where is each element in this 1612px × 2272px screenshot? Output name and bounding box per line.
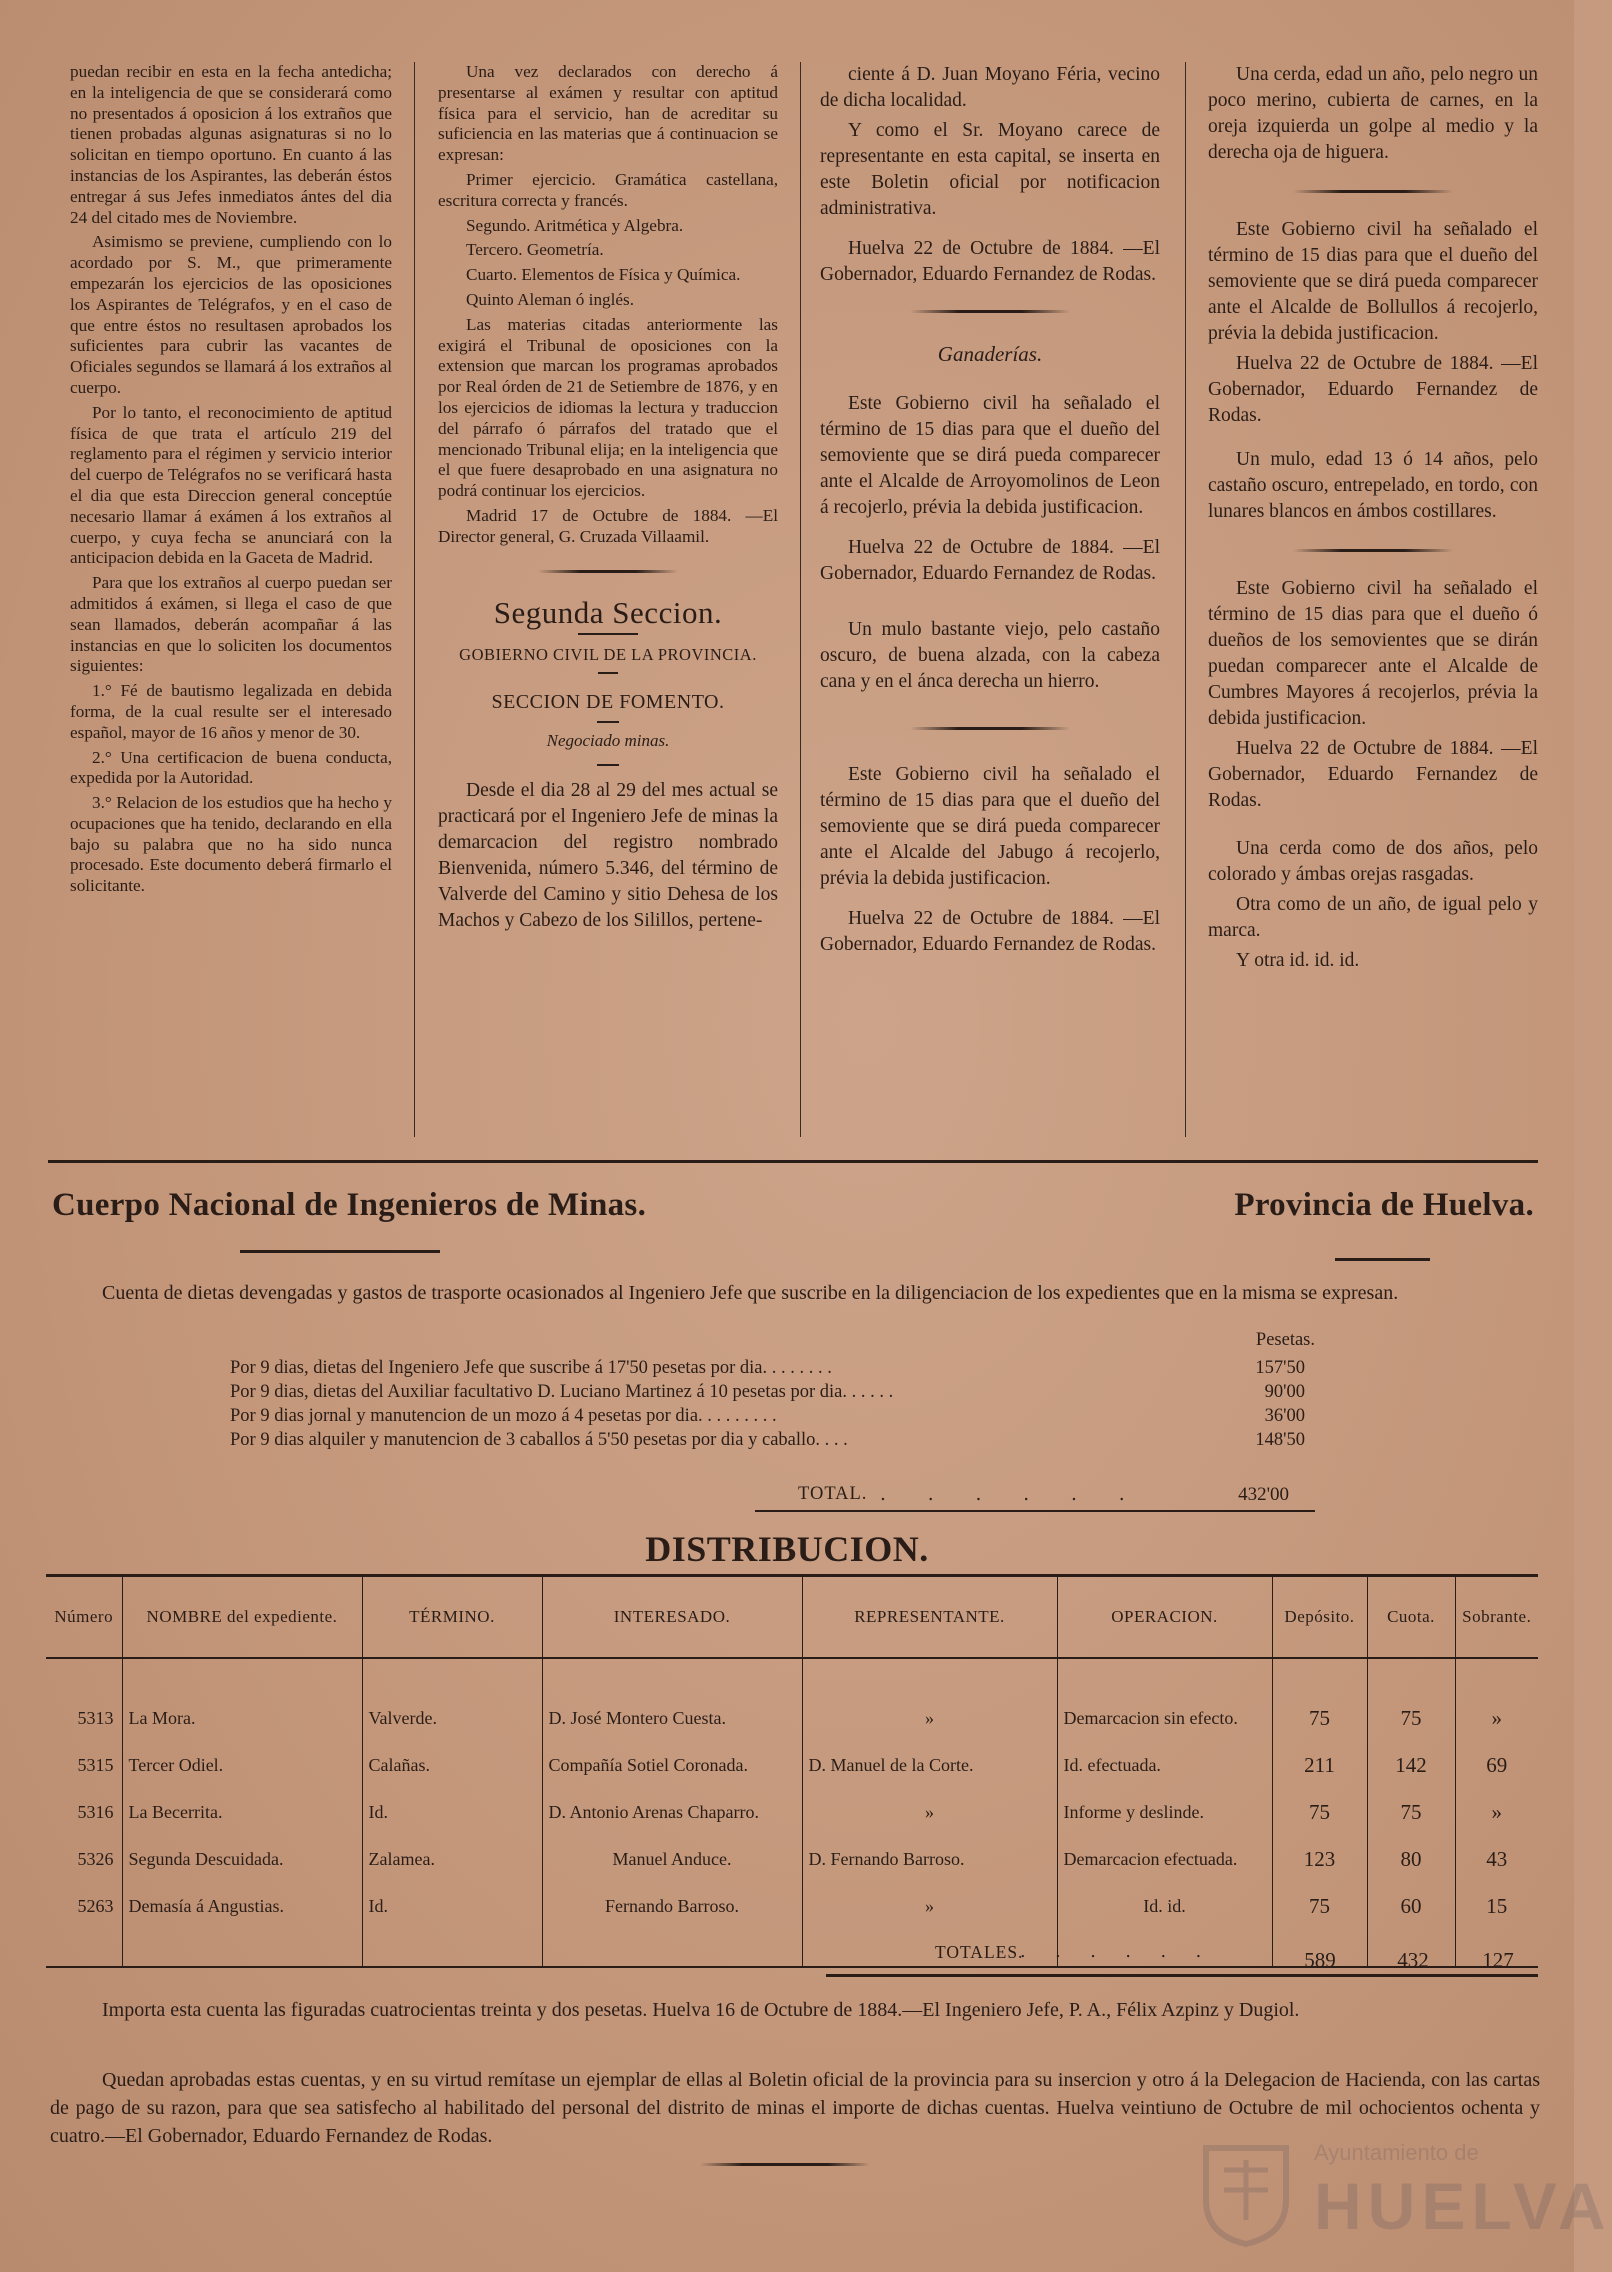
paragraph: Y otra id. id. id. bbox=[1236, 950, 1360, 971]
signature-paragraph: Huelva 22 de Octubre de 1884. —El Gobernador, Eduardo Fernandez de Rodas. bbox=[820, 238, 1160, 285]
table-row bbox=[46, 1789, 1538, 1836]
total-deposito: 589 bbox=[1304, 1948, 1336, 1972]
cell-numero: 5326 bbox=[77, 1849, 114, 1869]
signature-paragraph: Huelva 22 de Octubre de 1884. —El Gobernador, Eduardo Fernandez de Rodas. bbox=[820, 908, 1160, 955]
closing-paragraph: Importa esta cuenta las figuradas cuatrocientas treinta y dos pesetas. Huelva 16 de Octubre de 1884.—El Ingeniero Jefe, P. A., Félix Azpinz y Dugiol. bbox=[102, 1999, 1300, 2021]
cell-interesado: Manuel Anduce. bbox=[542, 1836, 802, 1883]
list-item: 2.° Una certificacion de buena conducta, expedida por la Autoridad. bbox=[70, 747, 392, 788]
ornament-line bbox=[240, 1250, 440, 1253]
paragraph: puedan recibir en esta en la fecha antedicha; en la inteligencia de que se considerará como no presentados á oposicion á los extraños que tienen probadas algunas asignaturas si no lo solicitan en tiempo oportuno. En cuanto á las instancias de los Aspirantes, las deberán éstos entregar á sus Jefes inmediatos ántes del dia 24 del citado mes de Noviembre. bbox=[70, 62, 392, 227]
signature-paragraph: Huelva 22 de Octubre de 1884. —El Gobernador, Eduardo Fernandez de Rodas. bbox=[1208, 353, 1538, 426]
cost-value: 90'00 bbox=[1264, 1382, 1305, 1402]
column-divider bbox=[800, 62, 801, 1137]
table-header-row bbox=[46, 1576, 1538, 1659]
subject-item: Segundo. Aritmética y Algebra. bbox=[466, 215, 684, 235]
cell-interesado: Compañía Sotiel Coronada. bbox=[542, 1742, 802, 1789]
total-cuota: 432 bbox=[1397, 1948, 1429, 1972]
cell-deposito: 123 bbox=[1272, 1836, 1367, 1883]
column-header: REPRESENTANTE. bbox=[802, 1576, 1057, 1659]
cell-sobrante: » bbox=[1455, 1695, 1538, 1742]
cell-nombre: Segunda Descuidada. bbox=[122, 1836, 362, 1883]
paragraph: Por lo tanto, el reconocimiento de aptitud física de que trata el artículo 219 del reglamento para el régimen y servicio interior del cuerpo de Telégrafos no se verificará hasta el dia que esta Direccion general conceptúe necesario llamar á exámen á los extraños al cuerpo, y cuya fecha se anunciará con la anticipacion debida en la Gaceta de Madrid. bbox=[70, 402, 392, 568]
table-spacer bbox=[46, 1658, 1538, 1695]
cell-deposito: 75 bbox=[1272, 1789, 1367, 1836]
cell-termino: Calañas. bbox=[362, 1742, 542, 1789]
cell-operacion: Informe y deslinde. bbox=[1057, 1789, 1272, 1836]
cell-sobrante: 69 bbox=[1455, 1742, 1538, 1789]
account-intro: Cuenta de dietas devengadas y gastos de trasporte ocasionados al Ingeniero Jefe que suscribe en la diligenciacion de los expedientes que en la misma se expresan. bbox=[102, 1282, 1399, 1304]
currency-header: Pesetas. bbox=[1255, 1330, 1315, 1350]
total-label: TOTAL. bbox=[798, 1484, 868, 1504]
cell-numero: 5263 bbox=[77, 1896, 114, 1916]
cell-sobrante: 15 bbox=[1455, 1883, 1538, 1930]
column-divider bbox=[414, 62, 415, 1137]
paragraph: Un mulo bastante viejo, pelo castaño oscuro, de buena alzada, con la cabeza cana y en el ánca derecha un hierro. bbox=[820, 619, 1160, 692]
watermark-line-1: Ayuntamiento de bbox=[1314, 2140, 1479, 2165]
subject-item: Quinto Aleman ó inglés. bbox=[466, 289, 635, 309]
archive-watermark bbox=[1196, 2140, 1612, 2250]
cell-numero: 5316 bbox=[77, 1802, 114, 1822]
government-heading: GOBIERNO CIVIL DE LA PROVINCIA. bbox=[459, 645, 757, 665]
paragraph: Desde el dia 28 al 29 del mes actual se practicará por el Ingeniero Jefe de minas la demarcacion del registro nombrado Bienvenida, número 5.346, del término de Valverde del Camino y sitio Dehesa de los Machos y Cabezo de los Silillos, pertene- bbox=[438, 779, 778, 931]
cell-cuota: 75 bbox=[1367, 1695, 1455, 1742]
cell-termino: Valverde. bbox=[362, 1695, 542, 1742]
cell-deposito: 211 bbox=[1272, 1742, 1367, 1789]
paragraph: Otra como de un año, de igual pelo y marca. bbox=[1208, 894, 1538, 941]
negociado-heading: Negociado minas. bbox=[546, 730, 670, 750]
coat-of-arms-icon bbox=[1196, 2140, 1296, 2248]
cell-deposito: 75 bbox=[1272, 1695, 1367, 1742]
cell-numero: 5315 bbox=[77, 1755, 114, 1775]
cell-cuota: 80 bbox=[1367, 1836, 1455, 1883]
paragraph: Un mulo, edad 13 ó 14 años, pelo castaño oscuro, entrepelado, en tordo, con lunares blancos en ámbos costillares. bbox=[1208, 449, 1538, 522]
cell-termino: Id. bbox=[362, 1883, 542, 1930]
column-header: OPERACION. bbox=[1057, 1576, 1272, 1659]
total-value: 432'00 bbox=[1238, 1484, 1289, 1505]
cell-sobrante: 43 bbox=[1455, 1836, 1538, 1883]
cell-cuota: 60 bbox=[1367, 1883, 1455, 1930]
cell-numero: 5313 bbox=[77, 1708, 114, 1728]
paragraph: ciente á D. Juan Moyano Féria, vecino de dicha localidad. bbox=[820, 64, 1160, 111]
cell-termino: Id. bbox=[362, 1789, 542, 1836]
end-ornament bbox=[700, 2163, 870, 2166]
separator-ornament bbox=[910, 310, 1070, 313]
total-dots: . . . . . . bbox=[880, 1484, 1143, 1505]
watermark-line-2: HUELVA bbox=[1314, 2169, 1612, 2243]
total-rule bbox=[755, 1510, 1315, 1512]
banner-title-right: Provincia de Huelva. bbox=[1234, 1187, 1534, 1223]
cell-operacion: Id. id. bbox=[1057, 1883, 1272, 1930]
cell-operacion: Id. efectuada. bbox=[1057, 1742, 1272, 1789]
cell-cuota: 142 bbox=[1367, 1742, 1455, 1789]
column-header: INTERESADO. bbox=[542, 1576, 802, 1659]
column-2 bbox=[438, 62, 778, 938]
banner-title-left: Cuerpo Nacional de Ingenieros de Minas. bbox=[52, 1187, 647, 1223]
total-sobrante: 127 bbox=[1482, 1948, 1514, 1972]
cell-operacion: Demarcacion efectuada. bbox=[1057, 1836, 1272, 1883]
cost-value: 36'00 bbox=[1264, 1406, 1305, 1426]
list-item: 1.° Fé de bautismo legalizada en debida forma, de la cual resulte ser el interesado español, mayor de 16 años y menor de 30. bbox=[70, 681, 392, 742]
cost-value: 157'50 bbox=[1255, 1358, 1305, 1378]
separator-ornament bbox=[538, 570, 678, 573]
cell-interesado: Fernando Barroso. bbox=[542, 1883, 802, 1930]
distribution-table bbox=[46, 1574, 1538, 1968]
column-3 bbox=[820, 62, 1160, 962]
distribution-title: DISTRIBUCION. bbox=[645, 1529, 929, 1569]
column-header: NOMBRE del expediente. bbox=[122, 1576, 362, 1659]
column-header: TÉRMINO. bbox=[362, 1576, 542, 1659]
table-row bbox=[46, 1883, 1538, 1930]
cell-operacion: Demarcacion sin efecto. bbox=[1057, 1695, 1272, 1742]
column-header: Número bbox=[46, 1576, 122, 1659]
column-4 bbox=[1208, 62, 1538, 978]
paragraph: Una cerda como de dos años, pelo colorado y ámbas orejas rasgadas. bbox=[1208, 838, 1538, 885]
separator-ornament bbox=[1293, 190, 1453, 193]
signature-paragraph: Huelva 22 de Octubre de 1884. —El Gobernador, Eduardo Fernandez de Rodas. bbox=[1208, 738, 1538, 811]
cell-representante: » bbox=[802, 1789, 1057, 1836]
column-1 bbox=[70, 62, 392, 901]
column-header: Sobrante. bbox=[1455, 1576, 1538, 1659]
paragraph: Este Gobierno civil ha señalado el término de 15 dias para que el dueño del semoviente que se dirá pueda comparecer ante el Alcalde de Bollullos á recojerlo, prévia la debida justificacion. bbox=[1208, 219, 1538, 344]
cell-nombre: La Mora. bbox=[122, 1695, 362, 1742]
ganaderias-heading: Ganaderías. bbox=[937, 342, 1043, 366]
paragraph: Para que los extraños al cuerpo puedan ser admitidos á exámen, si llega el caso de que sean llamados, deberán acompañar á las instancias en que lo soliciten los documentos siguientes: bbox=[70, 573, 392, 676]
cell-cuota: 75 bbox=[1367, 1789, 1455, 1836]
cell-sobrante: » bbox=[1455, 1789, 1538, 1836]
cost-description: Por 9 dias, dietas del Auxiliar facultativo D. Luciano Martinez á 10 pesetas por dia. . . . . . bbox=[230, 1382, 894, 1402]
cost-description: Por 9 dias jornal y manutencion de un mozo á 4 pesetas por dia. . . . . . . . . bbox=[230, 1406, 777, 1426]
list-item: 3.° Relacion de los estudios que ha hecho y ocupaciones que ha tenido, declarando en ella bajo su palabra que no ha sido nunca procesado. Este documento deberá firmarlo el solicitante. bbox=[70, 793, 392, 896]
section-title: Segunda Seccion. bbox=[493, 594, 723, 630]
paragraph: Este Gobierno civil ha señalado el término de 15 dias para que el dueño del semoviente que se dirá pueda comparecer ante el Alcalde de Arroyomolinos de Leon á recojerlo, prévia la debida justificacion. bbox=[820, 393, 1160, 518]
column-header: Cuota. bbox=[1367, 1576, 1455, 1659]
separator-ornament bbox=[910, 727, 1070, 730]
signature-paragraph: Madrid 17 de Octubre de 1884. —El Director general, G. Cruzada Villaamil. bbox=[438, 505, 778, 546]
section-rule bbox=[48, 1160, 1538, 1163]
signature-paragraph: Huelva 22 de Octubre de 1884. —El Gobernador, Eduardo Fernandez de Rodas. bbox=[820, 537, 1160, 584]
table-row bbox=[46, 1742, 1538, 1789]
cell-representante: D. Fernando Barroso. bbox=[802, 1836, 1057, 1883]
fomento-heading: SECCION DE FOMENTO. bbox=[491, 691, 725, 714]
paragraph: Este Gobierno civil ha señalado el término de 15 dias para que el dueño ó dueños de los semovientes que se dirán puedan comparecer ante el Alcalde de Cumbres Mayores á recojerlos, prévia la debida justificacion. bbox=[1208, 578, 1538, 729]
cell-representante: » bbox=[802, 1695, 1057, 1742]
separator-dash bbox=[597, 764, 619, 766]
paragraph: Una vez declarados con derecho á presentarse al exámen y resultar con aptitud física para el servicio, han de acreditar su suficiencia en las materias que á continuacion se expresan: bbox=[438, 62, 778, 165]
subject-item: Cuarto. Elementos de Física y Química. bbox=[466, 265, 741, 285]
cell-nombre: La Becerrita. bbox=[122, 1789, 362, 1836]
paragraph: Las materias citadas anteriormente las exigirá el Tribunal de oposiciones con la extension que marcan los programas aprobados por Real órden de 21 de Setiembre de 1876, y en los ejercicios de idiomas la lectura y traduccion del párrafo ó párrafos del tratado que el mencionado Tribunal elija; en la inteligencia que el que fuere desaprobado en una asignatura no podrá continuar los ejercicios. bbox=[438, 314, 778, 501]
totals-rule bbox=[826, 1974, 1538, 1977]
totals-label: TOTALES. bbox=[935, 1942, 1024, 1962]
separator-dash bbox=[598, 672, 618, 674]
paragraph: Y como el Sr. Moyano carece de representante en esta capital, se inserta en este Boletin oficial por notificacion administrativa. bbox=[820, 120, 1160, 219]
column-header: Depósito. bbox=[1272, 1576, 1367, 1659]
cell-interesado: D. José Montero Cuesta. bbox=[542, 1695, 802, 1742]
table-row bbox=[46, 1836, 1538, 1883]
cell-deposito: 75 bbox=[1272, 1883, 1367, 1930]
paragraph: Una cerda, edad un año, pelo negro un poco merino, cubierta de carnes, en la oreja izquierda un golpe al medio y la derecha oja de higuera. bbox=[1208, 64, 1538, 163]
ornament-line bbox=[1335, 1258, 1430, 1261]
paragraph: Este Gobierno civil ha señalado el término de 15 dias para que el dueño del semoviente que se dirá pueda comparecer ante el Alcalde del Jabugo á recojerlo, prévia la debida justificacion. bbox=[820, 764, 1160, 889]
separator-ornament bbox=[1293, 549, 1453, 552]
separator-dash bbox=[597, 721, 619, 723]
column-divider bbox=[1185, 62, 1186, 1137]
cell-nombre: Tercer Odiel. bbox=[122, 1742, 362, 1789]
cell-interesado: D. Antonio Arenas Chaparro. bbox=[542, 1789, 802, 1836]
cell-representante: D. Manuel de la Corte. bbox=[802, 1742, 1057, 1789]
separator-line bbox=[578, 633, 638, 635]
cost-value: 148'50 bbox=[1255, 1430, 1305, 1450]
closing-paragraph: Quedan aprobadas estas cuentas, y en su virtud remítase un ejemplar de ellas al Boletin oficial de la provincia para su insercion y otro á la Delegacion de Hacienda, con las cartas de pago de su razon, para que sea satisfecho al habilitado del personal del distrito de minas el importe de dichas cuentas. Huelva veintiuno de Octubre de mil ochocientos ochenta y cuatro.—El Gobernador, Eduardo Fernandez de Rodas. bbox=[50, 2069, 1540, 2147]
cell-nombre: Demasía á Angustias. bbox=[122, 1883, 362, 1930]
paragraph: Asimismo se previene, cumpliendo con lo acordado por S. M., que primeramente empezarán los ejercicios de las oposiciones los Aspirantes de Telégrafos, y en el caso de que entre éstos no resultasen aprobados los suficientes para cubrir las vacantes de Oficiales segundos se llamará á los extraños al cuerpo. bbox=[70, 232, 392, 397]
cell-termino: Zalamea. bbox=[362, 1836, 542, 1883]
cost-description: Por 9 dias alquiler y manutencion de 3 caballos á 5'50 pesetas por dia y caballo. . . . bbox=[230, 1430, 848, 1450]
subject-item: Tercero. Geometría. bbox=[466, 240, 604, 260]
cell-representante: » bbox=[802, 1883, 1057, 1930]
table-row bbox=[46, 1695, 1538, 1742]
cost-description: Por 9 dias, dietas del Ingeniero Jefe que suscribe á 17'50 pesetas por dia. . . . . . . . bbox=[230, 1358, 832, 1378]
subject-item: Primer ejercicio. Gramática castellana, escritura correcta y francés. bbox=[438, 169, 778, 210]
totals-dots: . . . . . . bbox=[1020, 1942, 1214, 1962]
